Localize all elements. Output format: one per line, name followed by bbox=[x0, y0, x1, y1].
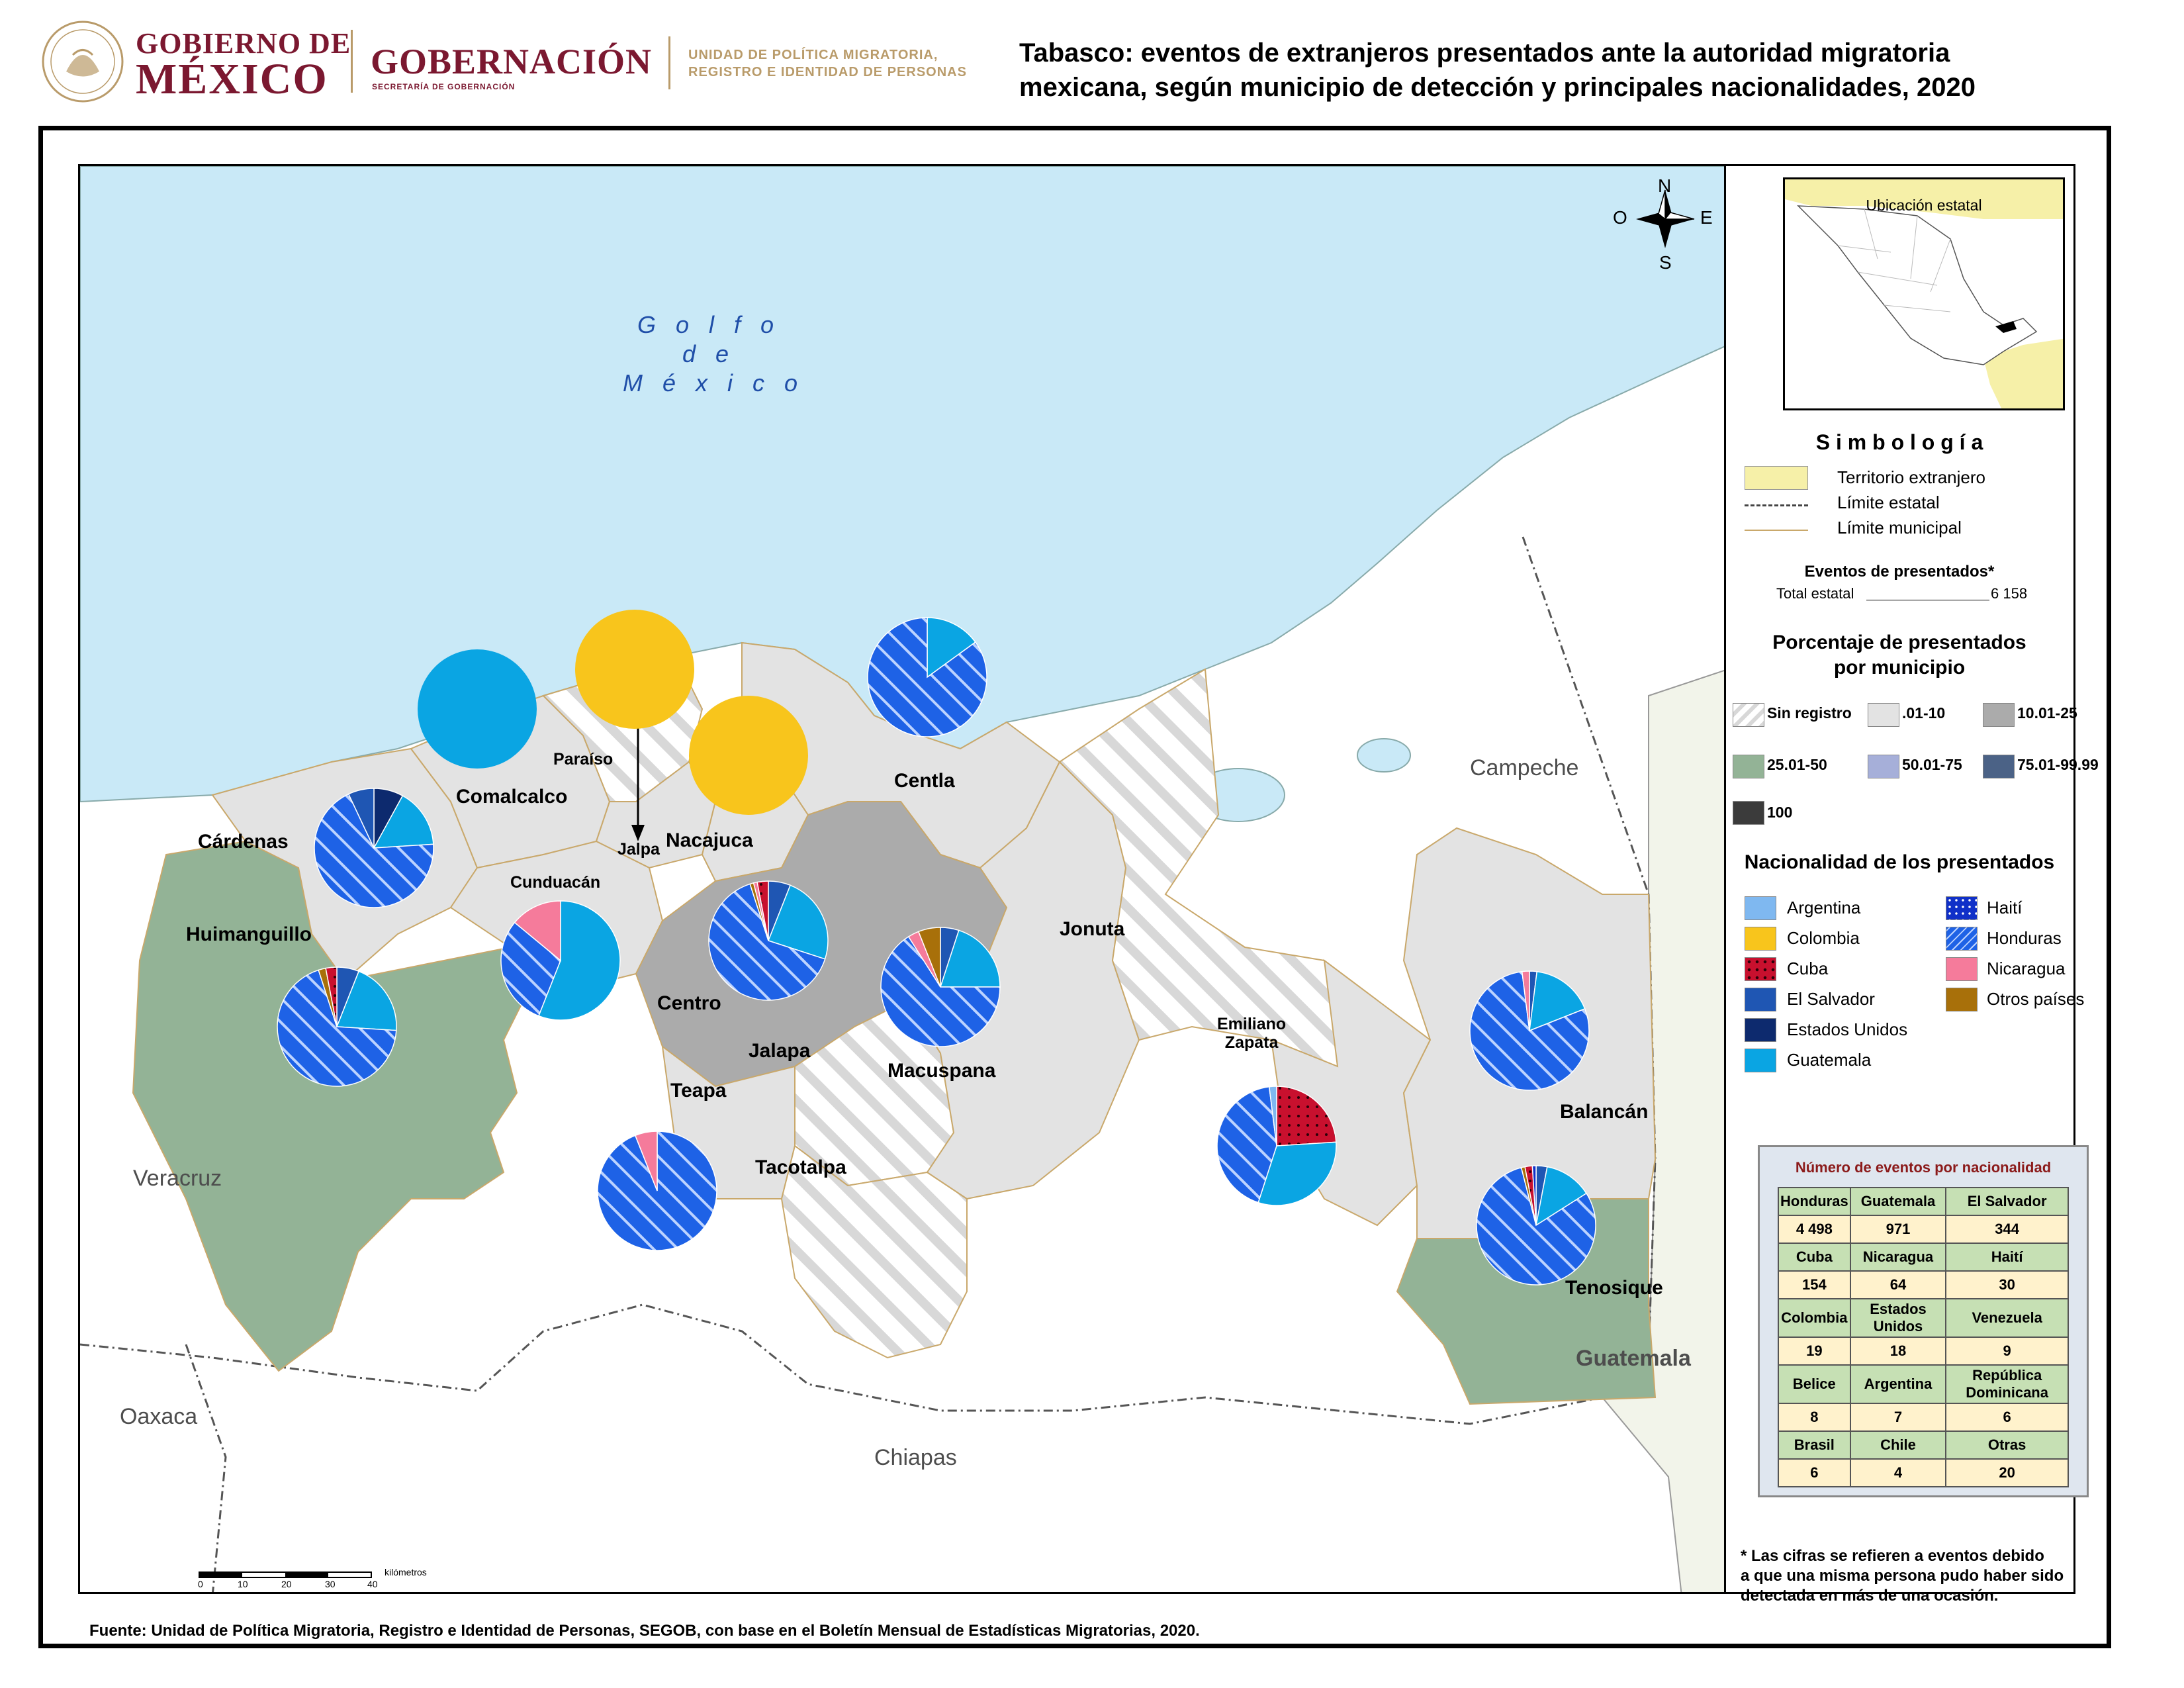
segob-subtitle: SECRETARÍA DE GOBERNACIÓN bbox=[372, 82, 516, 91]
nat-swatch-guatemala bbox=[1745, 1049, 1776, 1072]
pie-teapa bbox=[598, 1131, 717, 1250]
nat-swatch-cuba bbox=[1745, 957, 1776, 981]
nat-label-colombia: Colombia bbox=[1787, 928, 1860, 948]
nacionalidad-title: Nacionalidad de los presentados bbox=[1744, 851, 2055, 873]
scale-tick-20: 20 bbox=[281, 1579, 292, 1589]
class-swatch-25-50 bbox=[1733, 755, 1764, 778]
events-table bbox=[1778, 1187, 2069, 1487]
table-header-cell: Cuba bbox=[1778, 1243, 1850, 1271]
state-chiapas: Chiapas bbox=[874, 1445, 957, 1470]
logo-line-2: MÉXICO bbox=[136, 55, 328, 103]
nat-swatch-haiti bbox=[1946, 896, 1978, 920]
table-header-cell: Haití bbox=[1946, 1243, 2068, 1271]
legend-municipal-limit-label: Límite municipal bbox=[1837, 518, 1962, 538]
pie-huimanguillo bbox=[277, 967, 396, 1086]
eventos-title: Eventos de presentados* bbox=[1804, 563, 1995, 581]
inset-title: Ubicación estatal bbox=[1866, 197, 1982, 214]
table-value-row bbox=[1778, 1459, 2068, 1487]
scale-tick-0: 0 bbox=[198, 1579, 203, 1589]
class-label-100: 100 bbox=[1767, 804, 1793, 821]
nat-swatch-colombia bbox=[1745, 927, 1776, 951]
class-label-50-75: 50.01-75 bbox=[1902, 756, 1962, 773]
class-label-10-25: 10.01-25 bbox=[2017, 704, 2077, 722]
table-value-cell: 64 bbox=[1850, 1271, 1946, 1299]
nat-label-estados-unidos: Estados Unidos bbox=[1787, 1019, 1908, 1039]
footnote: * Las cifras se refieren a eventos debido a que una misma persona pudo haber sido detectada en más de una ocasión. bbox=[1741, 1547, 2064, 1605]
porcentaje-title: Porcentaje de presentados por municipio bbox=[1772, 632, 2026, 679]
table-value-cell: 6 bbox=[1946, 1403, 2068, 1431]
class-swatch-0-10 bbox=[1868, 703, 1899, 727]
class-swatch-sin-registro bbox=[1733, 703, 1764, 727]
source-note: Fuente: Unidad de Política Migratoria, Registro e Identidad de Personas, SEGOB, con base en el Boletín Mensual de Estadísticas Migratorias, 2020. bbox=[89, 1622, 1200, 1640]
compass-o: O bbox=[1613, 207, 1627, 228]
legend-simbologia-title: S i m b o l o g í a bbox=[1815, 430, 1983, 454]
table-header-row bbox=[1778, 1188, 2068, 1215]
state-campeche: Campeche bbox=[1470, 755, 1579, 780]
table-value-row bbox=[1778, 1215, 2068, 1243]
nationality-events-table bbox=[1758, 1145, 2089, 1497]
pie-cárdenas bbox=[314, 788, 433, 908]
table-value-cell: 30 bbox=[1946, 1271, 2068, 1299]
table-value-cell: 154 bbox=[1778, 1271, 1850, 1299]
table-header-row bbox=[1778, 1299, 2068, 1337]
nat-label-haiti: Haití bbox=[1987, 898, 2023, 917]
label-tacotalpa: Tacotalpa bbox=[755, 1156, 846, 1178]
map-title: Tabasco: eventos de extranjeros presentados ante la autoridad migratoria mexicana, según municipio de detección y principales nacionalidades, 2020 bbox=[1019, 38, 1976, 102]
nat-label-honduras: Honduras bbox=[1987, 928, 2062, 948]
header bbox=[0, 0, 2184, 116]
label-cunduacan: Cunduacán bbox=[510, 873, 601, 892]
label-jalapa: Jalapa bbox=[749, 1040, 811, 1062]
table-value-cell: 971 bbox=[1850, 1215, 1946, 1243]
nat-label-nicaragua: Nicaragua bbox=[1987, 959, 2066, 978]
table-header-cell: Honduras bbox=[1778, 1188, 1850, 1215]
nat-swatch-argentina bbox=[1745, 896, 1776, 920]
nat-swatch-el-salvador bbox=[1745, 988, 1776, 1011]
label-huimanguillo: Huimanguillo bbox=[186, 923, 312, 945]
pie-centro bbox=[709, 881, 828, 1000]
state-guatemala: Guatemala bbox=[1576, 1346, 1691, 1371]
compass-e: E bbox=[1700, 207, 1713, 228]
map-panel bbox=[78, 164, 1726, 1594]
scale-tick-40: 40 bbox=[367, 1579, 378, 1589]
compass-n: N bbox=[1658, 175, 1672, 196]
class-label-sin-registro: Sin registro bbox=[1767, 704, 1852, 722]
table-value-cell: 9 bbox=[1946, 1337, 2068, 1365]
label-emiliano-zapata: Emiliano Zapata bbox=[1217, 1015, 1287, 1052]
label-balancan: Balancán bbox=[1560, 1101, 1649, 1123]
nat-label-guatemala: Guatemala bbox=[1787, 1050, 1872, 1070]
scale-tick-10: 10 bbox=[238, 1579, 248, 1589]
table-title: Número de eventos por nacionalidad bbox=[1795, 1159, 2052, 1176]
table-header-cell: Chile bbox=[1850, 1431, 1946, 1459]
table-value-row bbox=[1778, 1337, 2068, 1365]
table-header-cell: Brasil bbox=[1778, 1431, 1850, 1459]
label-comalcalco: Comalcalco bbox=[456, 786, 568, 808]
label-teapa: Teapa bbox=[670, 1080, 727, 1102]
pie-centla bbox=[868, 618, 987, 737]
table-header-cell: Belice bbox=[1778, 1365, 1850, 1403]
scale-bar bbox=[199, 1572, 371, 1577]
pie-cunduacán bbox=[501, 901, 620, 1020]
table-value-row bbox=[1778, 1271, 2068, 1299]
label-centla: Centla bbox=[894, 770, 955, 792]
table-value-cell: 4 498 bbox=[1778, 1215, 1850, 1243]
nat-swatch-honduras bbox=[1946, 927, 1978, 951]
table-header-cell: El Salvador bbox=[1946, 1188, 2068, 1215]
pie-comalcalco bbox=[418, 649, 537, 769]
table-header-cell: Otras bbox=[1946, 1431, 2068, 1459]
table-header-cell: Guatemala bbox=[1850, 1188, 1946, 1215]
table-value-cell: 4 bbox=[1850, 1459, 1946, 1487]
class-swatch-100 bbox=[1733, 801, 1764, 825]
label-paraiso: Paraíso bbox=[553, 750, 614, 769]
pie-nacajuca bbox=[689, 696, 808, 815]
legend-line-state bbox=[1745, 504, 1808, 506]
header-divider bbox=[668, 36, 670, 89]
label-tenosique: Tenosique bbox=[1565, 1277, 1663, 1299]
table-value-cell: 8 bbox=[1778, 1403, 1850, 1431]
unidad-name: UNIDAD DE POLÍTICA MIGRATORIA, REGISTRO E IDENTIDAD DE PERSONAS bbox=[688, 48, 967, 79]
pie-emiliano-zapata bbox=[1217, 1086, 1336, 1205]
scale-tick-30: 30 bbox=[325, 1579, 336, 1589]
table-value-cell: 344 bbox=[1946, 1215, 2068, 1243]
compass-s: S bbox=[1659, 252, 1672, 273]
nat-label-otros: Otros países bbox=[1987, 989, 2085, 1009]
pie-tenosique bbox=[1477, 1166, 1596, 1285]
pie-slice bbox=[418, 649, 537, 769]
label-jonuta: Jonuta bbox=[1060, 918, 1125, 940]
label-centro: Centro bbox=[657, 992, 721, 1014]
map-svg bbox=[80, 166, 1726, 1594]
class-swatch-50-75 bbox=[1868, 755, 1899, 778]
table-value-cell: 18 bbox=[1850, 1337, 1946, 1365]
legend-line-municipal bbox=[1745, 530, 1808, 531]
class-label-0-10: .01-10 bbox=[1902, 704, 1946, 722]
segob-logo: GOBERNACIÓN bbox=[371, 42, 653, 81]
pie-macuspana bbox=[881, 927, 1000, 1047]
table-header-cell: Estados Unidos bbox=[1850, 1299, 1946, 1337]
table-header-cell: Argentina bbox=[1850, 1365, 1946, 1403]
total-value: 6 158 bbox=[1991, 585, 2028, 602]
nat-label-argentina: Argentina bbox=[1787, 898, 1861, 917]
table-value-cell: 6 bbox=[1778, 1459, 1850, 1487]
label-nacajuca: Nacajuca bbox=[666, 829, 753, 851]
legend-state-limit-label: Límite estatal bbox=[1837, 492, 1940, 512]
state-veracruz: Veracruz bbox=[133, 1166, 222, 1191]
table-value-cell: 20 bbox=[1946, 1459, 2068, 1487]
lagoon bbox=[1357, 739, 1410, 772]
class-label-75-99: 75.01-99.99 bbox=[2017, 756, 2099, 773]
pie-slice bbox=[575, 610, 694, 729]
table-header-row bbox=[1778, 1365, 2068, 1403]
nat-label-cuba: Cuba bbox=[1787, 959, 1829, 978]
pie-balancán bbox=[1470, 971, 1589, 1090]
table-header-cell: Colombia bbox=[1778, 1299, 1850, 1337]
table-header-row bbox=[1778, 1243, 2068, 1271]
nat-swatch-nicaragua bbox=[1946, 957, 1978, 981]
class-label-25-50: 25.01-50 bbox=[1767, 756, 1827, 773]
inset-map bbox=[1783, 177, 2065, 410]
header-divider bbox=[351, 30, 353, 93]
class-swatch-75-99 bbox=[1983, 755, 2015, 778]
total-label: Total estatal bbox=[1776, 585, 1854, 602]
pie-paraíso bbox=[575, 610, 694, 729]
label-macuspana: Macuspana bbox=[887, 1060, 996, 1082]
mexico-seal-icon bbox=[40, 19, 126, 105]
sea-label: G o l f o d e M é x i c o bbox=[623, 311, 805, 397]
table-value-row bbox=[1778, 1403, 2068, 1431]
state-oaxaca: Oaxaca bbox=[120, 1404, 198, 1429]
table-value-cell: 19 bbox=[1778, 1337, 1850, 1365]
logo-line-1: GOBIERNO DE bbox=[136, 27, 351, 60]
table-value-cell: 7 bbox=[1850, 1403, 1946, 1431]
label-jalpa: Jalpa bbox=[617, 840, 660, 859]
label-cardenas: Cárdenas bbox=[198, 831, 289, 853]
legend-swatch-foreign bbox=[1745, 466, 1808, 490]
legend-foreign-label: Territorio extranjero bbox=[1837, 467, 1985, 487]
nat-label-el-salvador: El Salvador bbox=[1787, 989, 1875, 1009]
table-header-cell: República Dominicana bbox=[1946, 1365, 2068, 1403]
nat-swatch-estados-unidos bbox=[1745, 1018, 1776, 1042]
scale-unit: kilómetros bbox=[385, 1567, 427, 1577]
pie-slice bbox=[689, 696, 808, 815]
class-swatch-10-25 bbox=[1983, 703, 2015, 727]
table-header-row bbox=[1778, 1431, 2068, 1459]
nat-swatch-otros bbox=[1946, 988, 1978, 1011]
table-header-cell: Nicaragua bbox=[1850, 1243, 1946, 1271]
table-header-cell: Venezuela bbox=[1946, 1299, 2068, 1337]
